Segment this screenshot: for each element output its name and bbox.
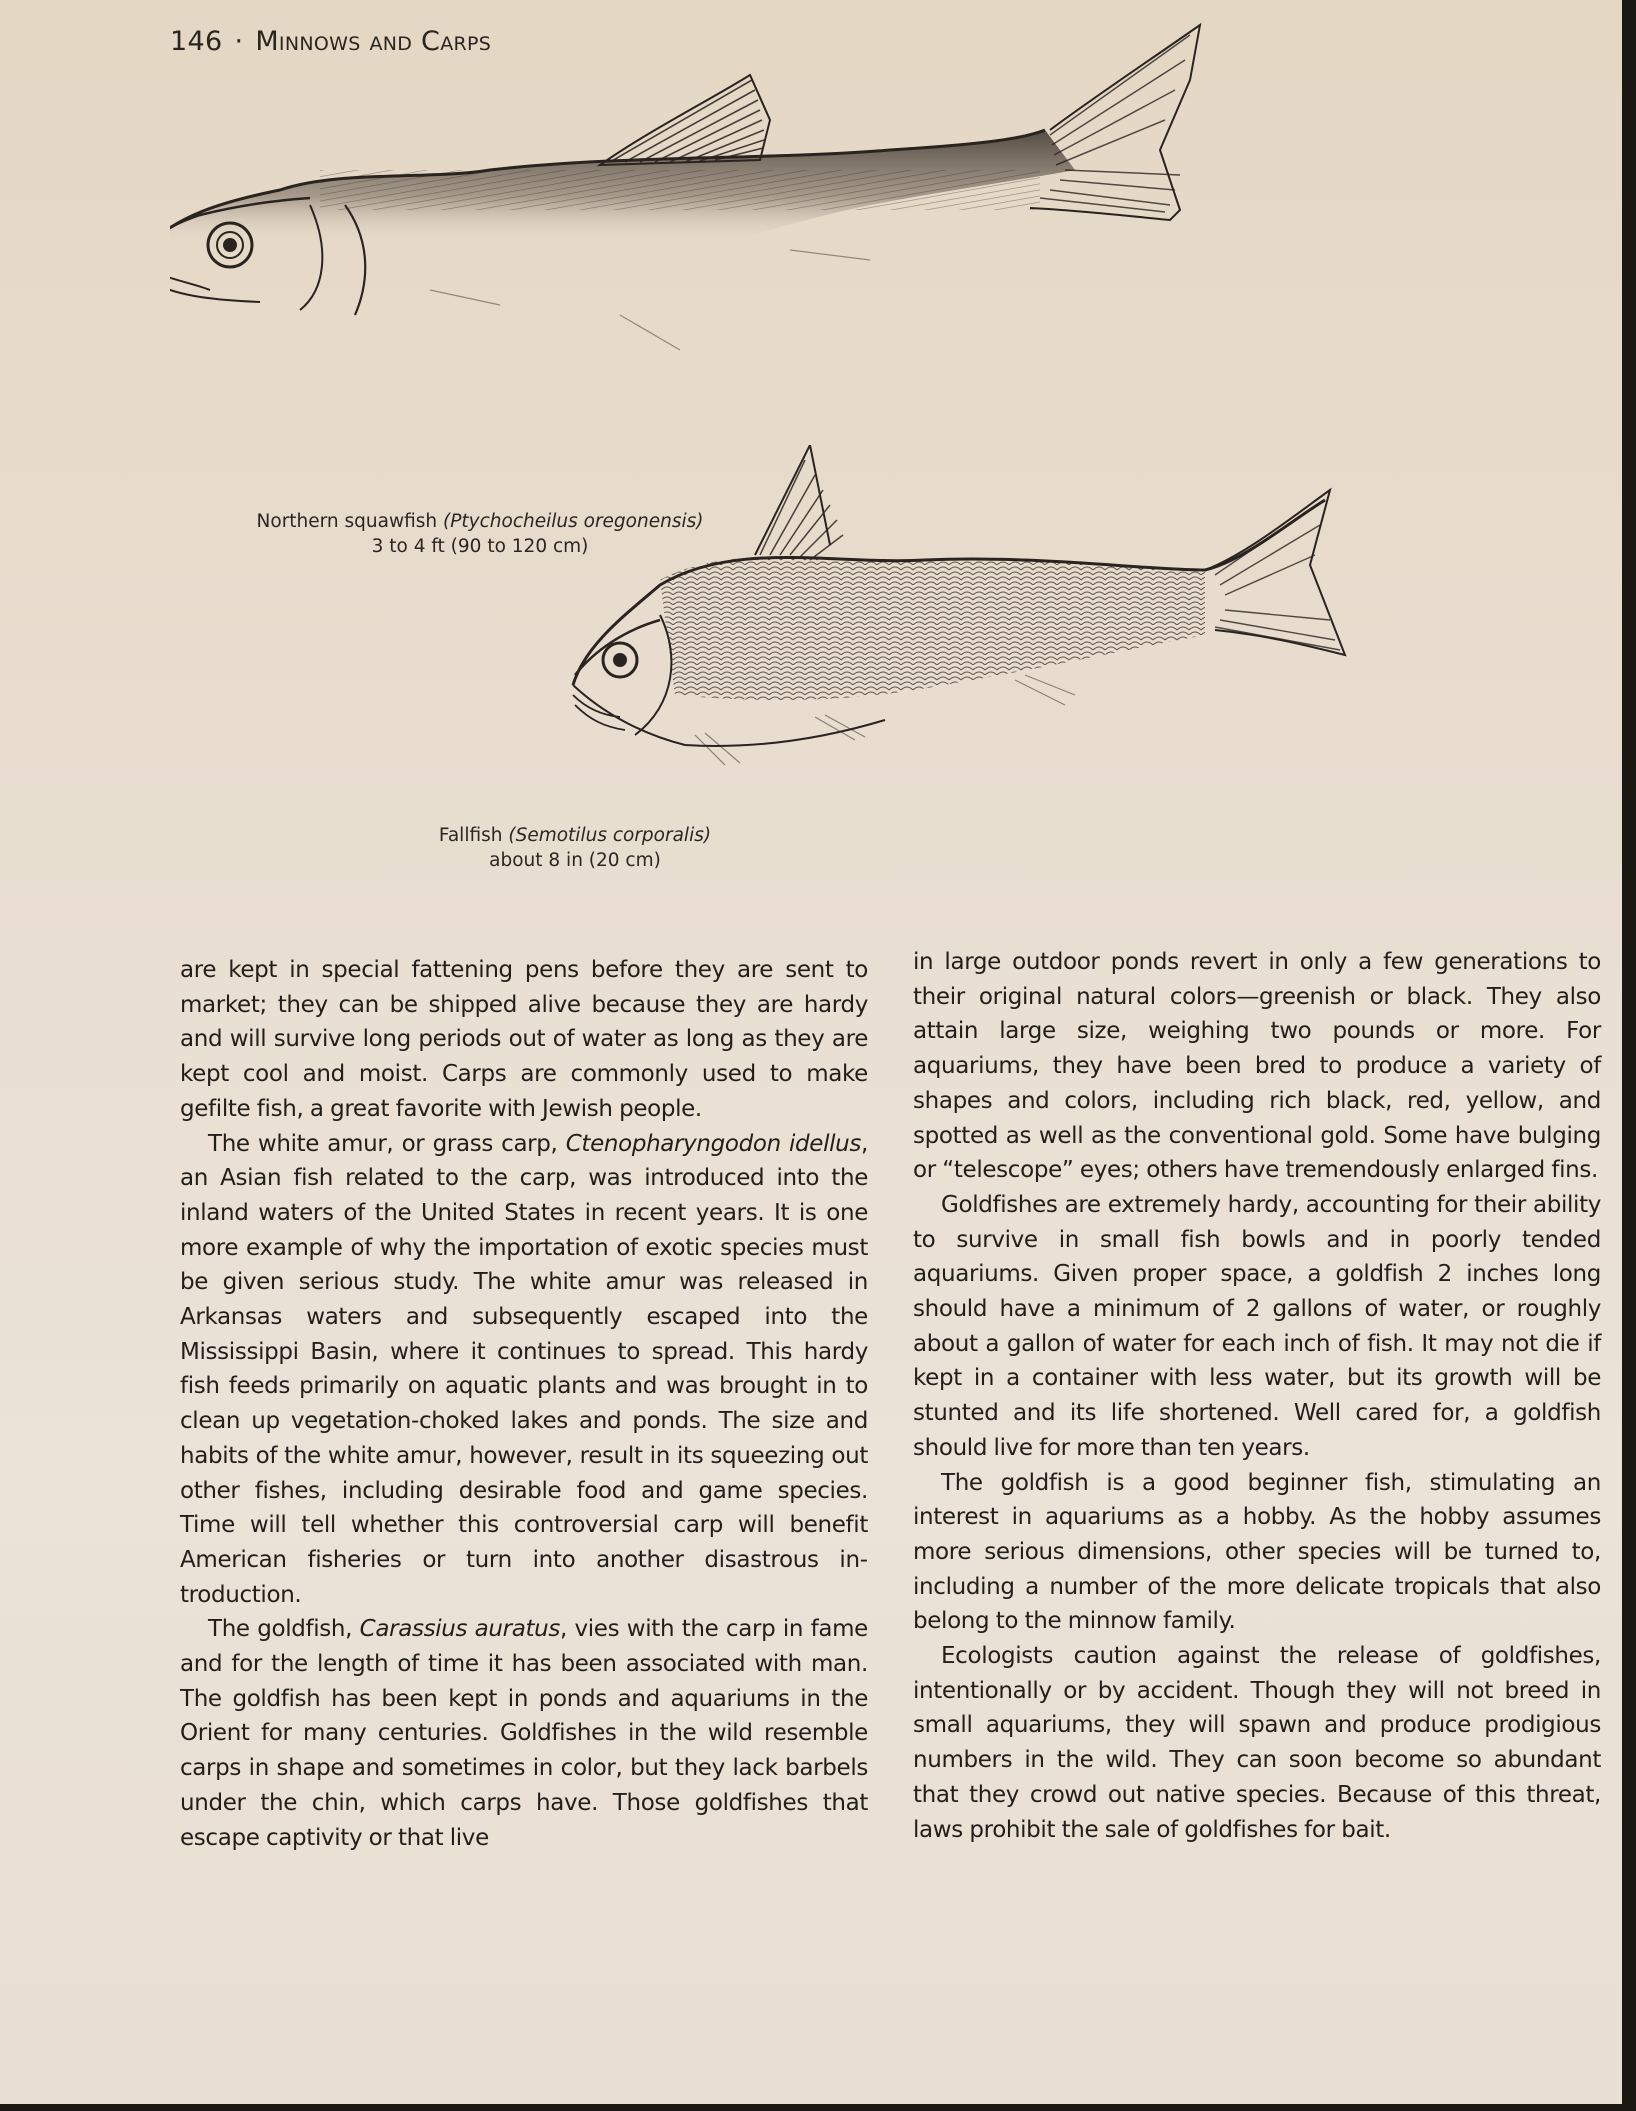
squawfish-size: 3 to 4 ft (90 to 120 cm)	[371, 536, 589, 557]
paragraph	[180, 1127, 868, 1613]
section-title: Minnows and Carps	[255, 26, 492, 57]
squawfish-common-name: Northern squawfish	[256, 511, 438, 532]
paragraph: Ecologists caution against the release of goldfishes, intentionally or by accident. Though they will not breed in small aquariums, they will spawn and produce prodigious numbers in the wild. They can soon become so abundant that they crowd out native species. Because of this threat, laws prohibit the sale of goldfishes for bait.	[913, 1643, 1601, 1843]
northern-squawfish-illustration	[170, 20, 1610, 460]
paragraph	[180, 1612, 868, 1855]
fallfish-common-name: Fallfish	[438, 825, 503, 846]
paragraph-text: , an Asian fish related to the carp, was introduced into the inland waters of the United States in recent years. It is one more example of why the importation of exotic species must be given serious study. The white amur was released in Arkansas waters and subsequently escaped into the Mississippi Basin, where it continues to spread. This hardy fish feeds primarily on aquatic plants and was brought in to clean up vegetation-choked lakes and ponds. The size and habits of the white amur, however, result in its squeezing out other fishes, including desirable food and game species. Time will tell whether this controversial carp will benefit American fisheries or turn into another disastrous introduction.	[180, 1130, 868, 1608]
fallfish-size: about 8 in (20 cm)	[489, 850, 661, 871]
paragraph-text: The goldfish,	[208, 1616, 360, 1643]
scientific-name: Ctenopharyngodon idellus	[565, 1130, 862, 1157]
fallfish-illustration	[565, 445, 1600, 795]
left-column	[180, 953, 868, 1855]
header-separator: ·	[234, 26, 244, 57]
paragraph: in large outdoor ponds revert in only a few generations to their original natural colors—greenish or black. They also attain large size, weighing two pounds or more. For aquariums, they have been bred to produce a variety of shapes and colors, including rich black, red, yellow, and spotted as well as the conventional gold. Some have bulging or “telescope” eyes; others have tremendously enlarged fins.	[913, 949, 1601, 1184]
paragraph-text: The white amur, or grass carp,	[208, 1130, 566, 1157]
fallfish-caption	[400, 823, 750, 873]
paragraph-text: , vies with the carp in fame and for the length of time it has been associated with man. The goldfish has been kept in ponds and aquariums in the Orient for many centuries. Goldfishes in the wild resemble carps in shape and sometimes in color, but they lack barbels under the chin, which carps have. Those goldfishes that escape captivity or that live	[180, 1616, 868, 1851]
right-column	[913, 945, 1601, 1847]
fallfish-scientific-name: (Semotilus corporalis)	[508, 825, 712, 846]
paragraph: are kept in special fattening pens before they are sent to market; they can be shipped alive because they are hardy and will survive long periods out of water as long as they are kept cool and moist. Carps are commonly used to make gefilte fish, a great favorite with Jewish people.	[180, 957, 868, 1122]
squawfish-scientific-name: (Ptychocheilus oregonensis)	[443, 511, 704, 532]
scientific-name: Carassius auratus	[359, 1616, 561, 1643]
paragraph: Goldfishes are extremely hardy, accounting for their ability to survive in small fish bowls and in poorly tended aquariums. Given proper space, a goldfish 2 inches long should have a minimum of 2 gallons of water, or roughly about a gallon of water for each inch of fish. It may not die if kept in a container with less water, but its growth will be stunted and its life shortened. Well cared for, a goldfish should live for more than ten years.	[913, 1191, 1601, 1461]
paragraph: The goldfish is a good beginner fish, stimulating an interest in aquariums as a hobby. As the hobby assumes more serious dimensions, other species will be turned to, including a number of the more delicate tropicals that also belong to the minnow family.	[913, 1469, 1601, 1635]
page-number: 146	[170, 26, 223, 57]
